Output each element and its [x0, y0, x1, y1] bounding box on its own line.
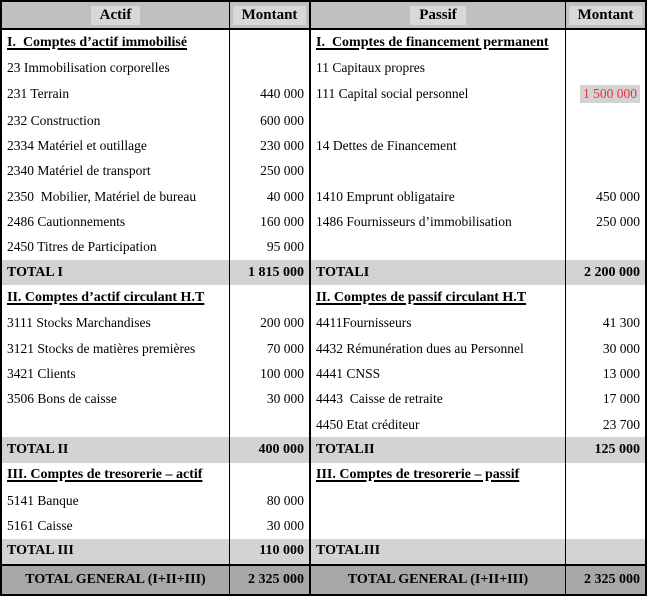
passif-amount-cell — [565, 387, 645, 412]
passif-label-cell — [309, 488, 565, 513]
passif-label-cell — [309, 55, 565, 80]
passif-amount-cell — [565, 336, 645, 361]
actif-label: TOTAL II — [7, 441, 69, 457]
passif-label-cell — [309, 361, 565, 386]
passif-label: III. Comptes de tresorerie – passif — [316, 467, 520, 483]
actif-amount-cell — [229, 412, 309, 437]
actif-label-cell — [2, 412, 229, 437]
passif-label: I. Comptes de financement permanent — [316, 34, 549, 50]
passif-label: II. Comptes de passif circulant H.T — [316, 289, 527, 305]
actif-label: 2486 Cautionnements — [7, 213, 126, 229]
actif-amount: 1 815 000 — [248, 264, 304, 280]
table-row — [2, 336, 645, 361]
actif-label-cell — [2, 285, 229, 310]
passif-amount: 250 000 — [596, 213, 640, 229]
section-heading-row — [2, 285, 645, 310]
subtotal-row — [2, 539, 645, 564]
actif-label-cell — [2, 463, 229, 488]
passif-label: 11 Capitaux propres — [316, 59, 425, 75]
passif-label-cell — [309, 539, 565, 564]
actif-label: 3421 Clients — [7, 365, 76, 381]
actif-label: 231 Terrain — [7, 86, 70, 102]
passif-label-cell — [309, 133, 565, 158]
passif-amount-cell — [565, 159, 645, 184]
actif-montant-header-label: Montant — [233, 6, 307, 25]
table-row — [2, 133, 645, 158]
actif-amount-cell — [229, 437, 309, 462]
passif-montant-header-cell — [565, 2, 645, 28]
actif-label: 5161 Caisse — [7, 517, 73, 533]
actif-montant-header-cell — [229, 2, 309, 28]
actif-label-cell — [2, 336, 229, 361]
actif-amount-cell — [229, 566, 309, 594]
subtotal-row — [2, 437, 645, 462]
passif-amount-cell — [565, 184, 645, 209]
passif-label: 4432 Rémunération dues au Personnel — [316, 340, 524, 356]
actif-label: 3111 Stocks Marchandises — [7, 315, 151, 331]
passif-label: 4411Fournisseurs — [316, 315, 412, 331]
table-row — [2, 488, 645, 513]
actif-label: 2350 Mobilier, Matériel de bureau — [7, 188, 197, 204]
passif-amount: 2 200 000 — [584, 264, 640, 280]
actif-label-cell — [2, 209, 229, 234]
actif-header-cell — [2, 2, 229, 28]
actif-amount-cell — [229, 311, 309, 336]
actif-amount: 600 000 — [260, 112, 304, 128]
table-row — [2, 235, 645, 260]
passif-amount-cell — [565, 566, 645, 594]
passif-amount: 30 000 — [602, 340, 640, 356]
actif-amount-cell — [229, 235, 309, 260]
passif-amount-cell — [565, 437, 645, 462]
actif-amount-cell — [229, 55, 309, 80]
passif-amount-cell — [565, 361, 645, 386]
actif-amount-cell — [229, 209, 309, 234]
actif-label: 5141 Banque — [7, 492, 79, 508]
actif-amount-cell — [229, 387, 309, 412]
passif-label-cell — [309, 285, 565, 310]
actif-label: II. Comptes d’actif circulant H.T — [7, 289, 205, 305]
passif-amount-cell — [565, 285, 645, 310]
passif-label-cell — [309, 235, 565, 260]
table-row — [2, 108, 645, 133]
passif-amount-cell — [565, 463, 645, 488]
actif-label: 3506 Bons de caisse — [7, 391, 117, 407]
passif-label-cell — [309, 81, 565, 108]
table-row — [2, 55, 645, 80]
table-row — [2, 184, 645, 209]
passif-label-cell — [309, 30, 565, 55]
passif-label: TOTALII — [316, 441, 375, 457]
table-row — [2, 361, 645, 386]
passif-label-cell — [309, 108, 565, 133]
actif-label-cell — [2, 539, 229, 564]
actif-amount: 30 000 — [266, 517, 304, 533]
passif-label: 4443 Caisse de retraite — [316, 391, 443, 407]
passif-label-cell — [309, 463, 565, 488]
passif-header-label: Passif — [410, 6, 466, 25]
actif-label-cell — [2, 133, 229, 158]
passif-label: 4441 CNSS — [316, 365, 381, 381]
actif-amount: 230 000 — [260, 137, 304, 153]
passif-label-cell — [309, 159, 565, 184]
actif-amount-cell — [229, 133, 309, 158]
passif-amount-cell — [565, 133, 645, 158]
actif-amount: 250 000 — [260, 163, 304, 179]
actif-label: 23 Immobilisation corporelles — [7, 59, 170, 75]
grand-total-row — [2, 564, 645, 594]
passif-amount-cell — [565, 539, 645, 564]
passif-amount: 41 300 — [602, 315, 640, 331]
passif-label: TOTALI — [316, 264, 370, 280]
actif-label-cell — [2, 361, 229, 386]
passif-amount-cell — [565, 235, 645, 260]
actif-label-cell — [2, 311, 229, 336]
passif-label-cell — [309, 311, 565, 336]
actif-label-cell — [2, 260, 229, 285]
passif-amount: 450 000 — [596, 188, 640, 204]
subtotal-row — [2, 260, 645, 285]
actif-amount: 100 000 — [260, 365, 304, 381]
actif-amount-cell — [229, 539, 309, 564]
passif-amount: 23 700 — [602, 416, 640, 432]
actif-amount-cell — [229, 159, 309, 184]
passif-amount: 1 500 000 — [580, 85, 640, 103]
actif-label: TOTAL I — [7, 264, 63, 280]
passif-label: TOTAL GENERAL (I+II+III) — [347, 571, 529, 587]
actif-amount: 40 000 — [266, 188, 304, 204]
actif-amount: 160 000 — [260, 213, 304, 229]
passif-amount-cell — [565, 513, 645, 538]
actif-label: 2340 Matériel de transport — [7, 163, 151, 179]
passif-amount-cell — [565, 311, 645, 336]
passif-label: TOTALIII — [316, 543, 381, 559]
actif-label-cell — [2, 30, 229, 55]
actif-amount-cell — [229, 336, 309, 361]
table-row — [2, 513, 645, 538]
actif-label-cell — [2, 513, 229, 538]
passif-amount: 2 325 000 — [584, 571, 640, 587]
passif-amount-cell — [565, 260, 645, 285]
passif-amount-cell — [565, 55, 645, 80]
passif-amount: 17 000 — [602, 391, 640, 407]
actif-label-cell — [2, 81, 229, 108]
passif-label: 1486 Fournisseurs d’immobilisation — [316, 213, 512, 229]
passif-label-cell — [309, 209, 565, 234]
actif-label-cell — [2, 184, 229, 209]
actif-label: I. Comptes d’actif immobilisé — [7, 34, 188, 50]
actif-label: TOTAL III — [7, 543, 74, 559]
section-heading-row — [2, 463, 645, 488]
actif-amount: 400 000 — [258, 441, 304, 457]
actif-amount: 80 000 — [266, 492, 304, 508]
passif-amount-cell — [565, 209, 645, 234]
passif-montant-header-label: Montant — [569, 6, 643, 25]
actif-amount: 200 000 — [260, 315, 304, 331]
actif-amount-cell — [229, 285, 309, 310]
actif-label-cell — [2, 387, 229, 412]
actif-label-cell — [2, 488, 229, 513]
actif-label-cell — [2, 159, 229, 184]
table-row — [2, 159, 645, 184]
actif-label-cell — [2, 108, 229, 133]
passif-amount-cell — [565, 488, 645, 513]
passif-label: 14 Dettes de Financement — [316, 137, 457, 153]
passif-label: 111 Capital social personnel — [316, 86, 469, 102]
actif-amount: 110 000 — [259, 543, 304, 559]
passif-label-cell — [309, 336, 565, 361]
actif-amount-cell — [229, 81, 309, 108]
passif-amount-cell — [565, 412, 645, 437]
table-row — [2, 81, 645, 108]
passif-label-cell — [309, 260, 565, 285]
table-row — [2, 387, 645, 412]
table-row — [2, 209, 645, 234]
actif-label-cell — [2, 566, 229, 594]
actif-label: 2334 Matériel et outillage — [7, 137, 147, 153]
actif-amount-cell — [229, 513, 309, 538]
actif-label: III. Comptes de tresorerie – actif — [7, 467, 203, 483]
actif-amount-cell — [229, 260, 309, 285]
actif-amount: 30 000 — [266, 391, 304, 407]
passif-label-cell — [309, 387, 565, 412]
passif-label-cell — [309, 513, 565, 538]
actif-label-cell — [2, 235, 229, 260]
actif-amount: 440 000 — [260, 86, 304, 102]
actif-amount: 70 000 — [266, 340, 304, 356]
actif-amount: 95 000 — [266, 239, 304, 255]
actif-amount-cell — [229, 184, 309, 209]
actif-label: 3121 Stocks de matières premières — [7, 340, 196, 356]
table-row — [2, 311, 645, 336]
passif-amount-cell — [565, 30, 645, 55]
actif-amount: 2 325 000 — [248, 571, 304, 587]
actif-amount-cell — [229, 488, 309, 513]
actif-amount-cell — [229, 463, 309, 488]
passif-amount: 13 000 — [602, 365, 640, 381]
actif-label-cell — [2, 437, 229, 462]
passif-label-cell — [309, 566, 565, 594]
actif-amount-cell — [229, 108, 309, 133]
actif-amount-cell — [229, 30, 309, 55]
passif-label: 1410 Emprunt obligataire — [316, 188, 455, 204]
actif-header-label: Actif — [91, 6, 141, 25]
passif-amount: 125 000 — [594, 441, 640, 457]
actif-label: TOTAL GENERAL (I+II+III) — [25, 571, 206, 587]
passif-amount-cell — [565, 108, 645, 133]
passif-amount-cell — [565, 81, 645, 108]
actif-amount-cell — [229, 361, 309, 386]
passif-label-cell — [309, 184, 565, 209]
passif-header-cell — [309, 2, 565, 28]
actif-label: 2450 Titres de Participation — [7, 239, 157, 255]
actif-label-cell — [2, 55, 229, 80]
actif-label: 232 Construction — [7, 112, 101, 128]
section-heading-row — [2, 30, 645, 55]
passif-label: 4450 Etat créditeur — [316, 416, 420, 432]
table-row — [2, 412, 645, 437]
passif-label-cell — [309, 412, 565, 437]
table-header-row — [2, 2, 645, 30]
passif-label-cell — [309, 437, 565, 462]
